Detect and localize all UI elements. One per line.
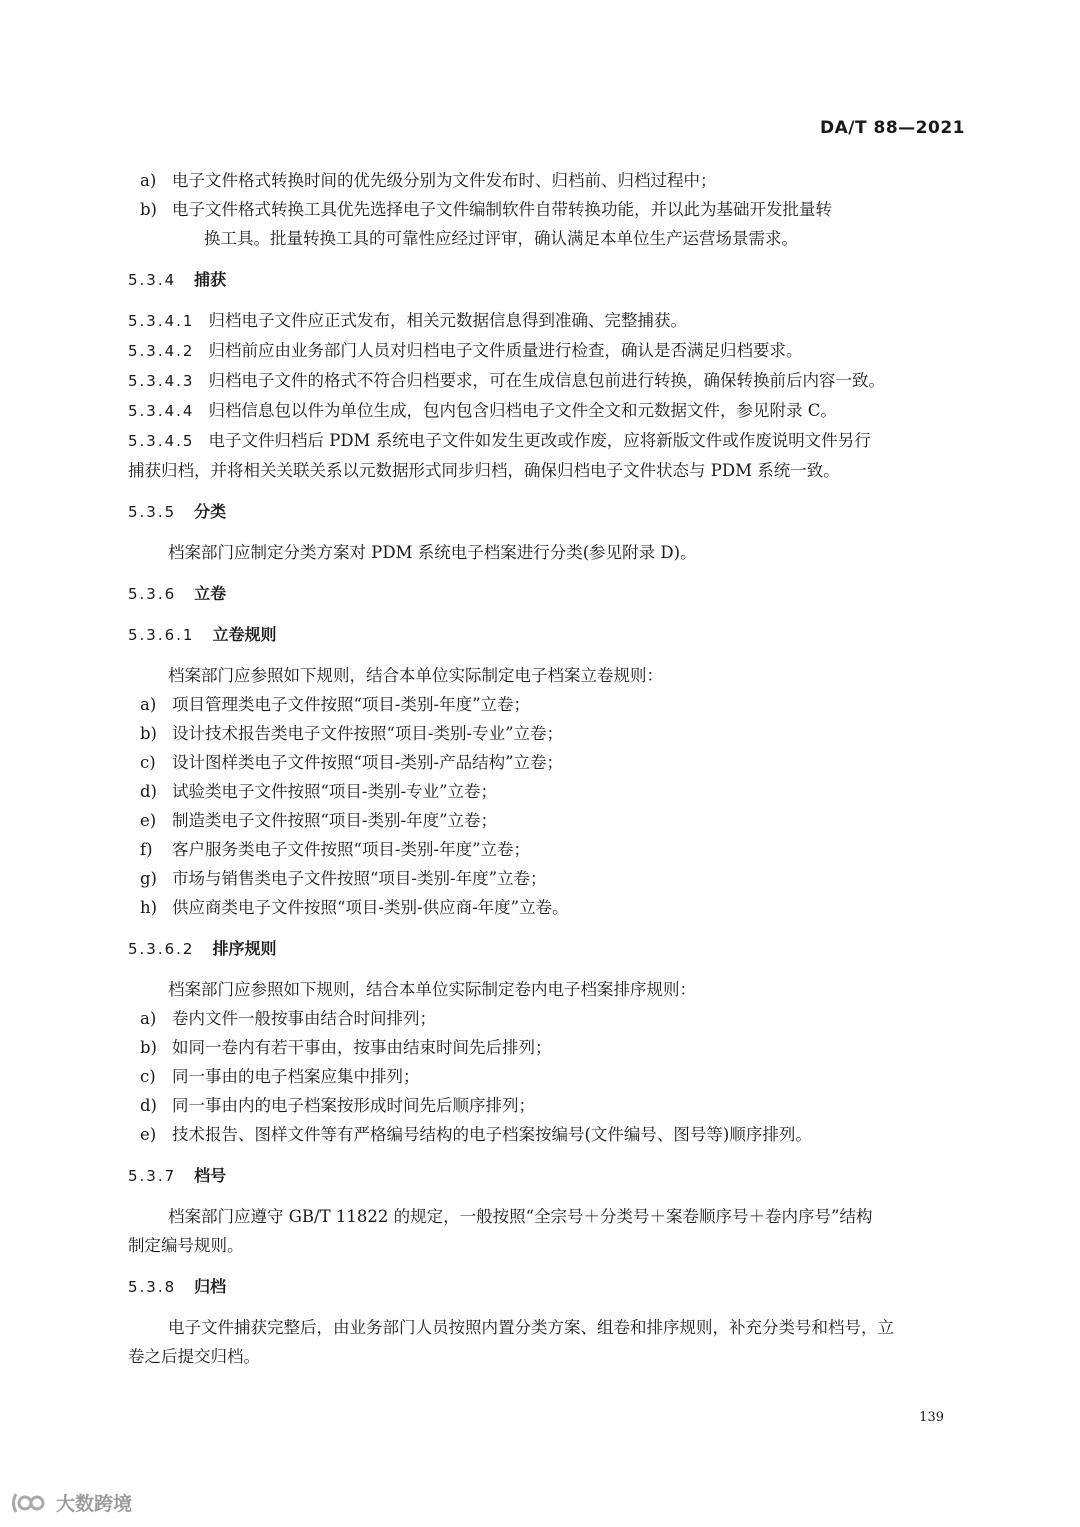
clause	[128, 426, 968, 456]
clause-text: 归档信息包以件为单位生成，包内包含归档电子文件全文和元数据文件，参见附录 C。	[208, 401, 837, 420]
item-text: 电子文件格式转换时间的优先级分别为文件发布时、归档前、归档过程中；	[172, 171, 717, 190]
list-item	[128, 690, 968, 719]
clause-text: 归档电子文件应正式发布，相关元数据信息得到准确、完整捕获。	[208, 311, 687, 330]
item-label: b)	[140, 724, 157, 743]
clause	[128, 396, 968, 426]
list-item	[128, 748, 968, 777]
paragraph-continuation: 制定编号规则。	[128, 1236, 244, 1255]
section-number: 5.3.8	[128, 1278, 177, 1296]
section-title: 排序规则	[212, 939, 277, 958]
item-text: 制造类电子文件按照“项目-类别-年度”立卷；	[172, 811, 498, 830]
list-item	[128, 719, 968, 748]
paragraph: 电子文件捕获完整后，由业务部门人员按照内置分类方案、组卷和排序规则，补充分类号和档号，立	[168, 1318, 894, 1337]
item-label: a)	[140, 695, 157, 714]
list-item	[128, 835, 968, 864]
section-title: 捕获	[194, 270, 227, 289]
paragraph: 档案部门应遵守 GB/T 11822 的规定，一般按照“全宗号＋分类号＋案卷顺序号＋卷内序号”结构	[168, 1207, 873, 1226]
item-text: 技术报告、图样文件等有严格编号结构的电子档案按编号(文件编号、图号等)顺序排列。	[172, 1125, 812, 1144]
section-title: 立卷	[194, 584, 227, 603]
item-text: 客户服务类电子文件按照“项目-类别-年度”立卷；	[172, 840, 531, 859]
section-heading-5-3-4	[128, 266, 968, 294]
item-text: 同一事由的电子档案应集中排列；	[172, 1067, 420, 1086]
section-number: 5.3.4	[128, 271, 177, 289]
section-number: 5.3.6.2	[128, 940, 195, 958]
clause-text: 归档前应由业务部门人员对归档电子文件质量进行检查，确认是否满足归档要求。	[208, 341, 803, 360]
list-item	[128, 777, 968, 806]
clause-text: 归档电子文件的格式不符合归档要求，可在生成信息包前进行转换，确保转换前后内容一致。	[208, 371, 885, 390]
paragraph: 档案部门应制定分类方案对 PDM 系统电子档案进行分类(参见附录 D)。	[168, 543, 697, 562]
list-item	[128, 166, 968, 195]
section-title: 立卷规则	[212, 625, 277, 644]
page-number: 139	[919, 1410, 944, 1425]
clause	[128, 336, 968, 366]
section-heading-5-3-7	[128, 1162, 968, 1190]
list-item	[128, 1004, 968, 1033]
item-label: c)	[140, 1067, 156, 1086]
section-number: 5.3.6	[128, 585, 177, 603]
paragraph: 档案部门应参照如下规则，结合本单位实际制定卷内电子档案排序规则：	[168, 980, 696, 999]
standard-code: DA/T 88—2021	[820, 118, 965, 138]
clause-number: 5.3.4.1	[128, 312, 195, 330]
clause-number: 5.3.4.4	[128, 402, 195, 420]
section-number: 5.3.6.1	[128, 626, 195, 644]
list-item	[128, 1091, 968, 1120]
item-text: 供应商类电子文件按照“项目-类别-供应商-年度”立卷。	[172, 898, 569, 917]
clause-text-continued: 捕获归档，并将相关关联关系以元数据形式同步归档，确保归档电子文件状态与 PDM 系统一致。	[128, 461, 840, 480]
list-item	[128, 864, 968, 893]
section-heading-5-3-6-1	[128, 621, 968, 649]
item-text: 项目管理类电子文件按照“项目-类别-年度”立卷；	[172, 695, 531, 714]
item-text: 试验类电子文件按照“项目-类别-专业”立卷；	[172, 782, 498, 801]
list-item	[128, 195, 968, 224]
item-label: b)	[140, 200, 157, 219]
item-text: 电子文件格式转换工具优先选择电子文件编制软件自带转换功能，并以此为基础开发批量转	[172, 200, 832, 219]
item-label: d)	[140, 1096, 157, 1115]
clause-number: 5.3.4.5	[128, 432, 195, 450]
item-label: d)	[140, 782, 157, 801]
document-body	[128, 166, 968, 1371]
list-item	[128, 893, 968, 922]
list-item	[128, 1120, 968, 1149]
item-text: 设计图样类电子文件按照“项目-类别-产品结构”立卷；	[172, 753, 564, 772]
list-item	[128, 806, 968, 835]
section-number: 5.3.5	[128, 503, 177, 521]
section-heading-5-3-8	[128, 1273, 968, 1301]
section-heading-5-3-5	[128, 498, 968, 526]
list-item	[128, 1062, 968, 1091]
item-label: a)	[140, 1009, 157, 1028]
watermark	[10, 1489, 132, 1516]
list-item	[128, 1033, 968, 1062]
clause-number: 5.3.4.2	[128, 342, 195, 360]
item-label: e)	[140, 1125, 157, 1144]
item-text-continued: 换工具。批量转换工具的可靠性应经过评审，确认满足本单位生产运营场景需求。	[204, 229, 798, 248]
section-number: 5.3.7	[128, 1167, 177, 1185]
item-text: 如同一卷内有若干事由，按事由结束时间先后排列；	[172, 1038, 552, 1057]
clause-text: 电子文件归档后 PDM 系统电子文件如发生更改或作废，应将新版文件或作废说明文件另行	[208, 431, 871, 450]
brand-logo-icon	[10, 1490, 50, 1516]
item-text: 卷内文件一般按事由结合时间排列；	[172, 1009, 436, 1028]
item-label: a)	[140, 171, 157, 190]
list-item-continuation	[128, 224, 968, 253]
item-text: 同一事由内的电子档案按形成时间先后顺序排列；	[172, 1096, 535, 1115]
item-text: 市场与销售类电子文件按照“项目-类别-年度”立卷；	[172, 869, 547, 888]
item-label: e)	[140, 811, 157, 830]
item-label: h)	[140, 898, 158, 917]
watermark-text: 大数跨境	[56, 1493, 133, 1515]
section-title: 档号	[194, 1166, 227, 1185]
item-label: b)	[140, 1038, 157, 1057]
clause-number: 5.3.4.3	[128, 372, 195, 390]
item-label: c)	[140, 753, 156, 772]
section-heading-5-3-6-2	[128, 935, 968, 963]
paragraph: 档案部门应参照如下规则，结合本单位实际制定电子档案立卷规则：	[168, 666, 663, 685]
clause-continuation	[128, 456, 968, 485]
section-heading-5-3-6	[128, 580, 968, 608]
clause	[128, 306, 968, 336]
clause	[128, 366, 968, 396]
section-title: 归档	[194, 1277, 227, 1296]
item-label: g)	[140, 869, 157, 888]
section-title: 分类	[194, 502, 227, 521]
paragraph-continuation: 卷之后提交归档。	[128, 1347, 260, 1366]
item-label: f)	[140, 840, 153, 859]
item-text: 设计技术报告类电子文件按照“项目-类别-专业”立卷；	[172, 724, 564, 743]
